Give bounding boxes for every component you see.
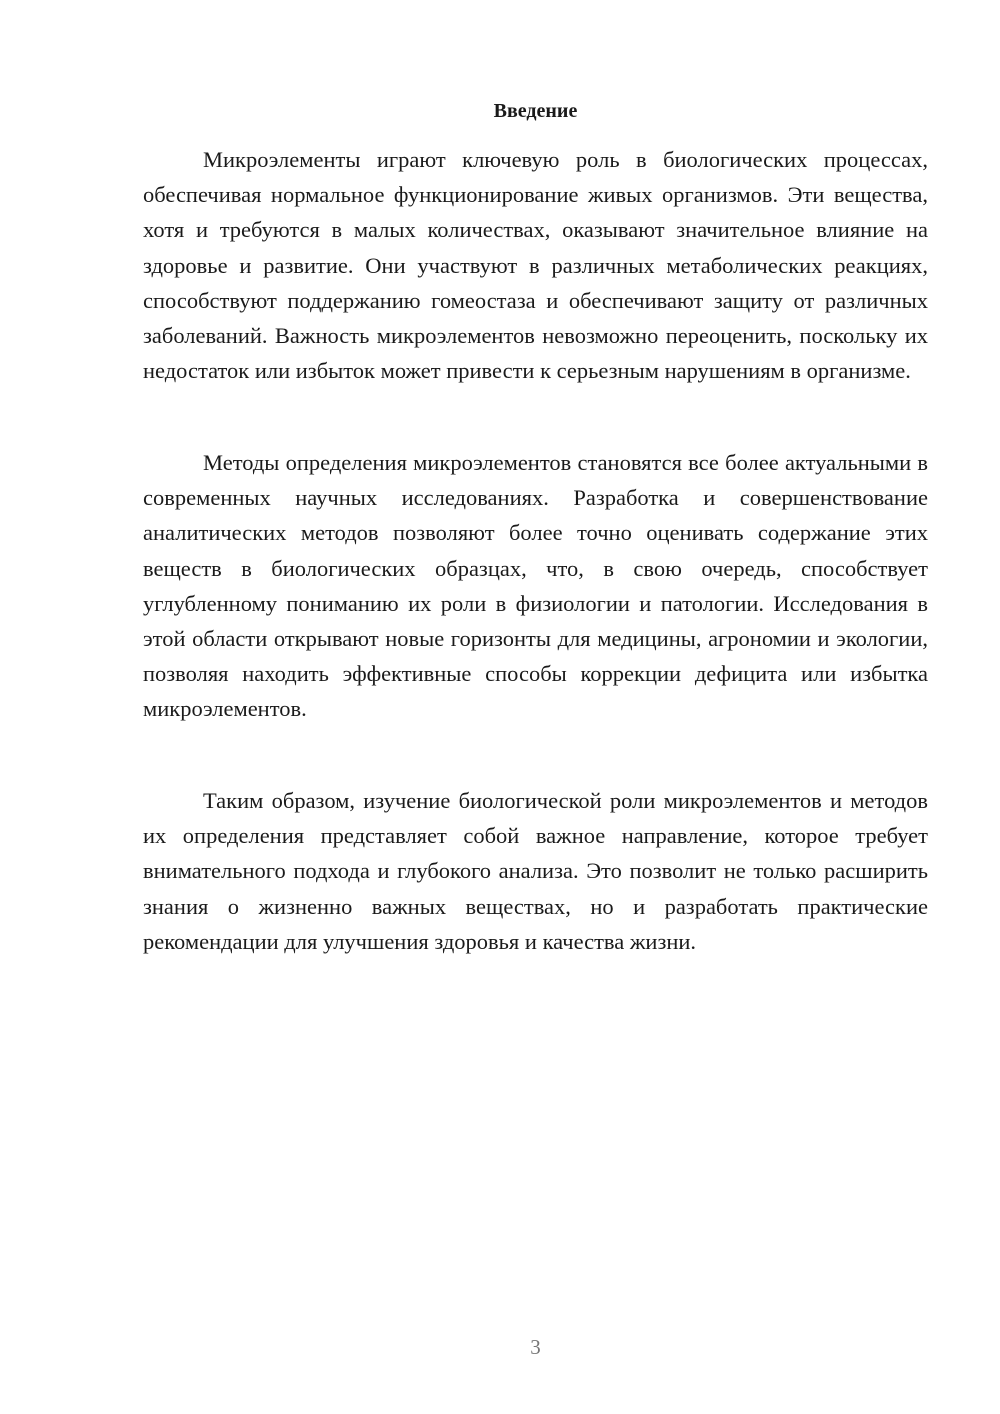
paragraph-methods: Методы определения микроэлементов становятся все более актуальными в современных научных исследованиях. Разработка и совершенствование аналитических методов позволяют более точно оценивать содержание этих веществ в биологических образцах, что, в свою очередь, способствует углубленному пониманию их роли в физиологии и патологии. Исследования в этой области открывают новые горизонты для медицины, агрономии и экологии, позволяя находить эффективные способы коррекции дефицита или избытка микроэлементов.: [143, 450, 928, 722]
paragraph-intro: Микроэлементы играют ключевую роль в биологических процессах, обеспечивая нормальное функционирование живых организмов. Эти вещества, хотя и требуются в малых количествах, оказывают значительное влияние на здоровье и развитие. Они участвуют в различных метаболических реакциях, способствуют поддержанию гомеостаза и обеспечивают защиту от различных заболеваний. Важность микроэлементов невозможно переоценить, поскольку их недостаток или избыток может привести к серьезным нарушениям в организме.: [143, 147, 928, 384]
document-page: [143, 0, 928, 1414]
paragraph-conclusion: Таким образом, изучение биологической роли микроэлементов и методов их определения представляет собой важное направление, которое требует внимательного подхода и глубокого анализа. Это позволит не только расширить знания о жизненно важных веществах, но и разработать практические рекомендации для улучшения здоровья и качества жизни.: [143, 788, 928, 954]
page-title: Введение: [493, 100, 578, 122]
page-number: 3: [530, 1335, 541, 1359]
